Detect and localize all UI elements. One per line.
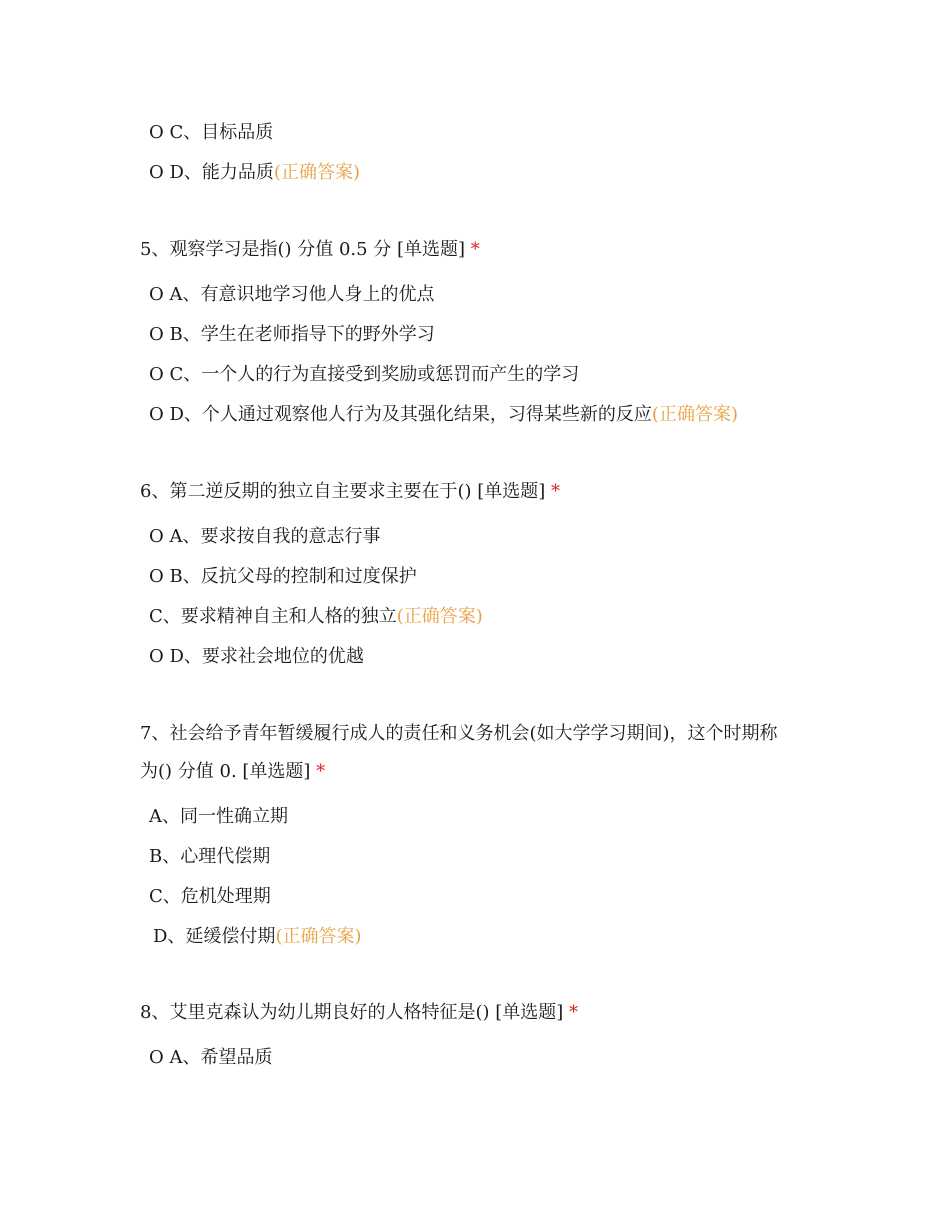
- option-label: A、同一性确立期: [149, 806, 288, 827]
- option-d[interactable]: [153, 924, 361, 950]
- required-mark: *: [316, 761, 326, 782]
- option-label: C、危机处理期: [149, 886, 271, 907]
- question-text: 8、艾里克森认为幼儿期良好的人格特征是() [单选题]: [140, 1002, 569, 1023]
- option-c[interactable]: [149, 604, 483, 630]
- option-label: O C、一个人的行为直接受到奖励或惩罚而产生的学习: [149, 364, 580, 385]
- correct-answer-tag: (正确答案): [396, 606, 483, 627]
- option-a[interactable]: [149, 524, 380, 550]
- option-label: O C、目标品质: [149, 122, 274, 143]
- correct-answer-tag: (正确答案): [651, 404, 738, 425]
- option-label: O D、要求社会地位的优越: [149, 646, 364, 667]
- option-label: O D、能力品质: [149, 162, 274, 183]
- option-label: C、要求精神自主和人格的独立: [149, 606, 397, 627]
- question-text: 6、第二逆反期的独立自主要求主要在于() [单选题]: [140, 481, 551, 502]
- option-label: O D、个人通过观察他人行为及其强化结果，习得某些新的反应: [149, 404, 652, 425]
- option-label: B、心理代偿期: [149, 846, 271, 867]
- option-b[interactable]: [149, 844, 270, 870]
- question-text: 7、社会给予青年暂缓履行成人的责任和义务机会(如大学学习期间)，这个时期称: [140, 723, 778, 744]
- question-text: 为() 分值 0. [单选题]: [140, 761, 317, 782]
- option-label: D、延缓偿付期: [153, 926, 276, 947]
- option-label: O B、反抗父母的控制和过度保护: [149, 566, 417, 587]
- option-label: O A、要求按自我的意志行事: [149, 526, 381, 547]
- option-b[interactable]: [149, 564, 417, 590]
- question-title: [140, 237, 480, 263]
- option-c[interactable]: [149, 884, 271, 910]
- option-c[interactable]: [149, 120, 273, 146]
- question-text: 5、观察学习是指() 分值 0.5 分 [单选题]: [140, 239, 471, 260]
- question-title: [140, 721, 778, 747]
- required-mark: *: [550, 481, 560, 502]
- option-label: O A、有意识地学习他人身上的优点: [149, 284, 435, 305]
- option-label: O A、希望品质: [149, 1047, 273, 1068]
- option-d[interactable]: [149, 402, 738, 428]
- option-a[interactable]: [149, 282, 434, 308]
- option-d[interactable]: [149, 644, 364, 670]
- correct-answer-tag: (正确答案): [273, 162, 360, 183]
- option-c[interactable]: [149, 362, 579, 388]
- required-mark: *: [568, 1002, 578, 1023]
- option-a[interactable]: [149, 804, 288, 830]
- question-title: [140, 479, 560, 505]
- option-a[interactable]: [149, 1045, 272, 1071]
- correct-answer-tag: (正确答案): [275, 926, 362, 947]
- option-b[interactable]: [149, 322, 435, 348]
- option-label: O B、学生在老师指导下的野外学习: [149, 324, 435, 345]
- question-title: [140, 1000, 578, 1026]
- question-title-continued: [140, 759, 325, 785]
- required-mark: *: [470, 239, 480, 260]
- option-d[interactable]: [149, 160, 360, 186]
